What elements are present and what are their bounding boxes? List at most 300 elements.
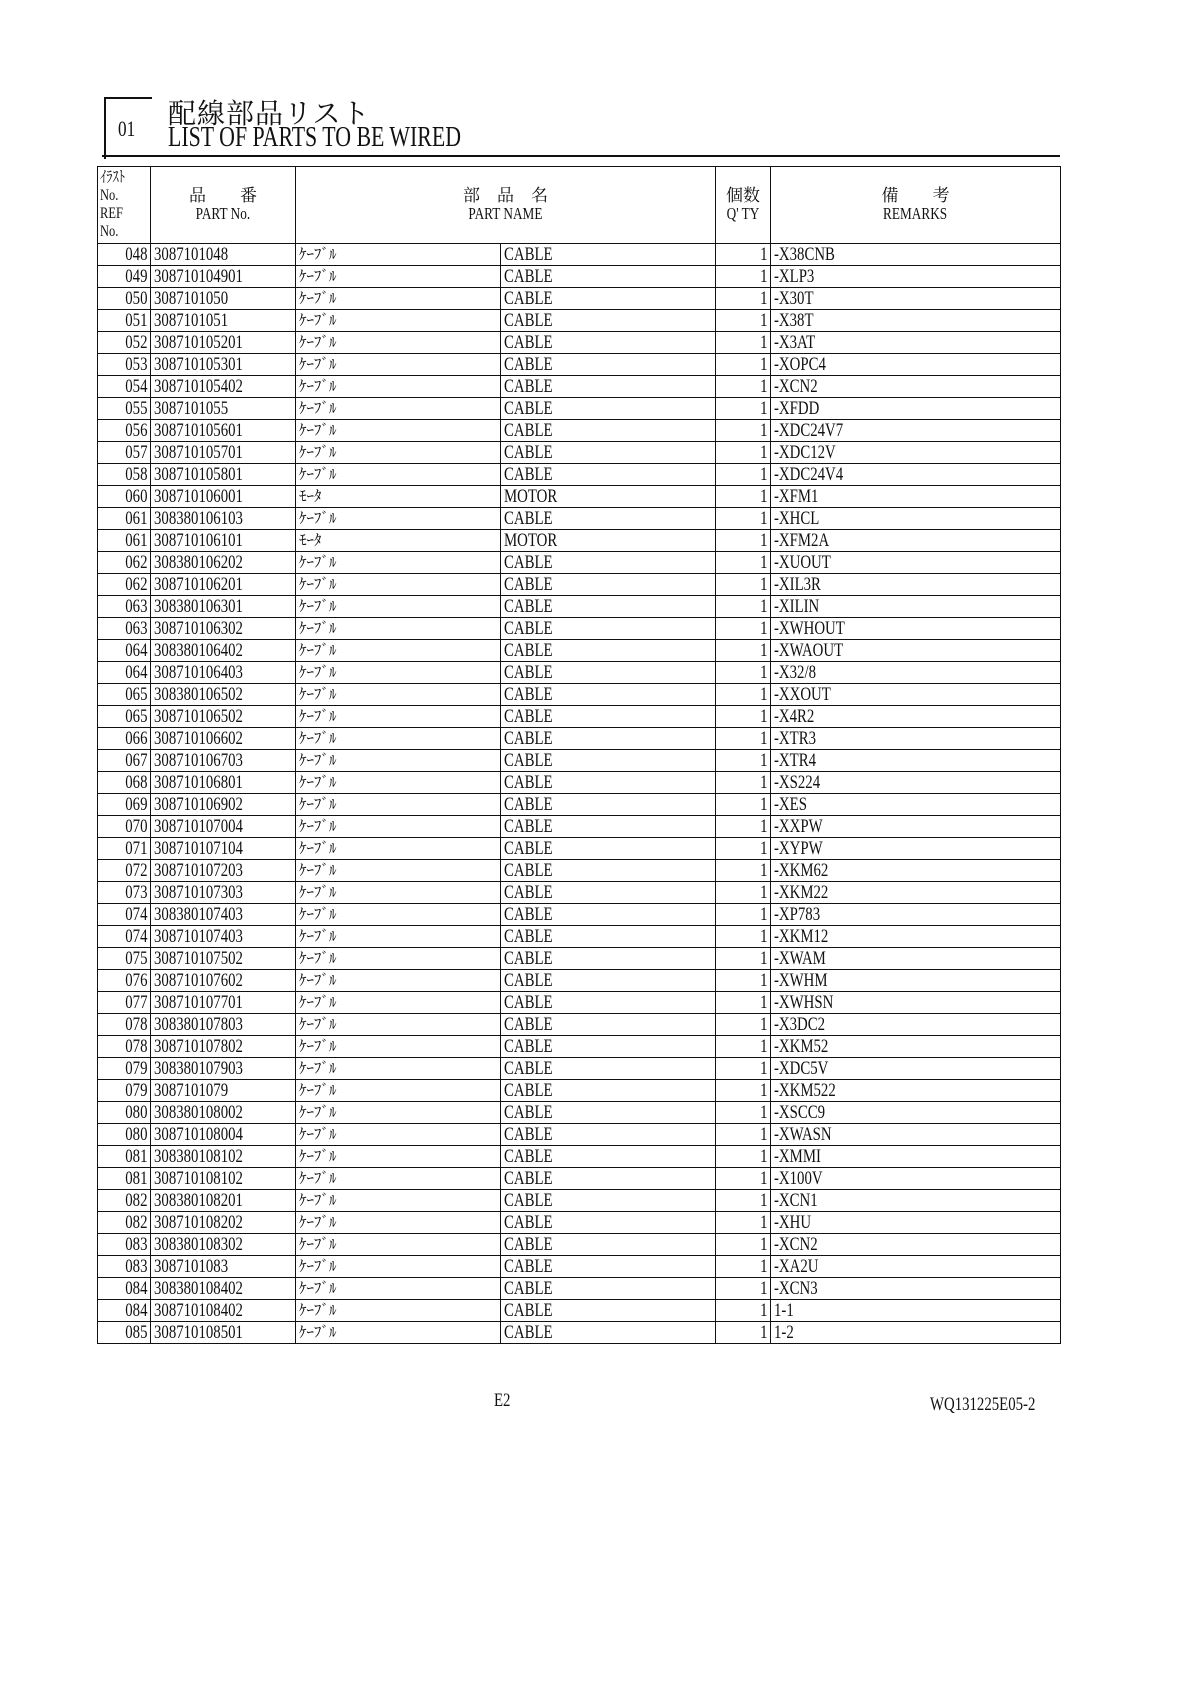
table-row bbox=[98, 1234, 1061, 1256]
cell-remarks: -X32/8 bbox=[771, 662, 1061, 684]
cell-part-name-jp: ｹｰﾌﾞﾙ bbox=[296, 728, 501, 750]
cell-ref-no: 058 bbox=[98, 464, 151, 486]
cell-qty: 1 bbox=[716, 464, 771, 486]
cell-qty: 1 bbox=[716, 662, 771, 684]
cell-ref-no: 076 bbox=[98, 970, 151, 992]
cell-ref-no: 082 bbox=[98, 1190, 151, 1212]
cell-qty: 1 bbox=[716, 596, 771, 618]
cell-part-no: 308710107303 bbox=[151, 882, 296, 904]
cell-part-no: 308710106403 bbox=[151, 662, 296, 684]
section-number: 01 bbox=[118, 116, 136, 141]
cell-part-no: 308710108402 bbox=[151, 1300, 296, 1322]
cell-part-name-jp: ｹｰﾌﾞﾙ bbox=[296, 882, 501, 904]
cell-remarks: -XKM12 bbox=[771, 926, 1061, 948]
cell-part-name-jp: ｹｰﾌﾞﾙ bbox=[296, 618, 501, 640]
cell-part-name-en: CABLE bbox=[501, 662, 716, 684]
cell-remarks: -XDC24V7 bbox=[771, 420, 1061, 442]
cell-remarks: -XUOUT bbox=[771, 552, 1061, 574]
cell-ref-no: 056 bbox=[98, 420, 151, 442]
cell-remarks: -X38T bbox=[771, 310, 1061, 332]
table-row bbox=[98, 464, 1061, 486]
cell-qty: 1 bbox=[716, 1036, 771, 1058]
cell-part-no: 308380106301 bbox=[151, 596, 296, 618]
header-qty: 個数 Q' TY bbox=[716, 167, 771, 244]
cell-remarks: -XXPW bbox=[771, 816, 1061, 838]
cell-remarks: -X3AT bbox=[771, 332, 1061, 354]
cell-part-name-en: CABLE bbox=[501, 244, 716, 266]
section-number-box bbox=[104, 97, 152, 159]
cell-ref-no: 063 bbox=[98, 618, 151, 640]
cell-qty: 1 bbox=[716, 772, 771, 794]
header-part-no: 品 番 PART No. bbox=[151, 167, 296, 244]
cell-remarks: -XKM62 bbox=[771, 860, 1061, 882]
cell-ref-no: 081 bbox=[98, 1146, 151, 1168]
cell-qty: 1 bbox=[716, 574, 771, 596]
cell-remarks: -XYPW bbox=[771, 838, 1061, 860]
cell-part-name-en: CABLE bbox=[501, 1322, 716, 1344]
cell-remarks: 1-2 bbox=[771, 1322, 1061, 1344]
cell-part-name-en: CABLE bbox=[501, 992, 716, 1014]
parts-table bbox=[97, 166, 1061, 1344]
cell-part-no: 308710108501 bbox=[151, 1322, 296, 1344]
cell-remarks: -XFM2A bbox=[771, 530, 1061, 552]
cell-part-no: 308710107104 bbox=[151, 838, 296, 860]
cell-ref-no: 080 bbox=[98, 1102, 151, 1124]
cell-ref-no: 080 bbox=[98, 1124, 151, 1146]
cell-part-no: 308710104901 bbox=[151, 266, 296, 288]
cell-part-name-en: CABLE bbox=[501, 596, 716, 618]
cell-part-name-jp: ｹｰﾌﾞﾙ bbox=[296, 354, 501, 376]
cell-part-name-en: CABLE bbox=[501, 1014, 716, 1036]
cell-remarks: -XDC12V bbox=[771, 442, 1061, 464]
cell-part-name-en: CABLE bbox=[501, 266, 716, 288]
cell-part-name-jp: ｹｰﾌﾞﾙ bbox=[296, 772, 501, 794]
cell-qty: 1 bbox=[716, 1168, 771, 1190]
table-row bbox=[98, 486, 1061, 508]
cell-part-no: 308710107602 bbox=[151, 970, 296, 992]
cell-part-name-jp: ｹｰﾌﾞﾙ bbox=[296, 332, 501, 354]
table-row bbox=[98, 860, 1061, 882]
cell-part-name-jp: ｹｰﾌﾞﾙ bbox=[296, 574, 501, 596]
cell-part-no: 308710107004 bbox=[151, 816, 296, 838]
cell-part-no: 308380107903 bbox=[151, 1058, 296, 1080]
cell-part-name-en: CABLE bbox=[501, 838, 716, 860]
cell-part-name-en: CABLE bbox=[501, 750, 716, 772]
cell-remarks: -XLP3 bbox=[771, 266, 1061, 288]
cell-remarks: -X100V bbox=[771, 1168, 1061, 1190]
table-row bbox=[98, 1058, 1061, 1080]
table-row bbox=[98, 1300, 1061, 1322]
cell-qty: 1 bbox=[716, 376, 771, 398]
cell-part-name-jp: ｹｰﾌﾞﾙ bbox=[296, 816, 501, 838]
cell-part-name-jp: ｹｰﾌﾞﾙ bbox=[296, 860, 501, 882]
cell-qty: 1 bbox=[716, 838, 771, 860]
table-row bbox=[98, 552, 1061, 574]
cell-ref-no: 066 bbox=[98, 728, 151, 750]
cell-part-name-en: CABLE bbox=[501, 310, 716, 332]
table-row bbox=[98, 794, 1061, 816]
cell-part-no: 308710108202 bbox=[151, 1212, 296, 1234]
cell-qty: 1 bbox=[716, 244, 771, 266]
cell-ref-no: 062 bbox=[98, 552, 151, 574]
cell-part-no: 3087101050 bbox=[151, 288, 296, 310]
header-ref-no: ｲﾗｽﾄ No. REF No. bbox=[98, 167, 151, 244]
cell-qty: 1 bbox=[716, 552, 771, 574]
table-row bbox=[98, 706, 1061, 728]
title-english bbox=[168, 122, 544, 154]
cell-part-name-jp: ｹｰﾌﾞﾙ bbox=[296, 1190, 501, 1212]
table-row bbox=[98, 332, 1061, 354]
cell-part-no: 308710106302 bbox=[151, 618, 296, 640]
cell-part-name-en: CABLE bbox=[501, 1124, 716, 1146]
cell-remarks: -X3DC2 bbox=[771, 1014, 1061, 1036]
cell-part-name-en: CABLE bbox=[501, 442, 716, 464]
cell-part-name-en: CABLE bbox=[501, 1234, 716, 1256]
cell-ref-no: 084 bbox=[98, 1300, 151, 1322]
cell-qty: 1 bbox=[716, 618, 771, 640]
cell-ref-no: 072 bbox=[98, 860, 151, 882]
cell-part-no: 308380108201 bbox=[151, 1190, 296, 1212]
cell-remarks: -XIL3R bbox=[771, 574, 1061, 596]
cell-part-name-jp: ｹｰﾌﾞﾙ bbox=[296, 904, 501, 926]
cell-ref-no: 079 bbox=[98, 1058, 151, 1080]
cell-part-name-en: CABLE bbox=[501, 1256, 716, 1278]
cell-qty: 1 bbox=[716, 750, 771, 772]
cell-part-no: 3087101055 bbox=[151, 398, 296, 420]
cell-remarks: -XSCC9 bbox=[771, 1102, 1061, 1124]
cell-ref-no: 061 bbox=[98, 508, 151, 530]
cell-qty: 1 bbox=[716, 640, 771, 662]
cell-part-no: 308710106201 bbox=[151, 574, 296, 596]
table-row bbox=[98, 970, 1061, 992]
cell-part-name-en: CABLE bbox=[501, 1278, 716, 1300]
cell-part-name-jp: ｹｰﾌﾞﾙ bbox=[296, 376, 501, 398]
cell-part-name-jp: ｹｰﾌﾞﾙ bbox=[296, 596, 501, 618]
cell-part-name-en: CABLE bbox=[501, 1036, 716, 1058]
cell-part-name-jp: ｹｰﾌﾞﾙ bbox=[296, 1256, 501, 1278]
cell-part-no: 3087101048 bbox=[151, 244, 296, 266]
cell-part-name-en: CABLE bbox=[501, 398, 716, 420]
title-divider bbox=[102, 155, 1060, 157]
cell-ref-no: 060 bbox=[98, 486, 151, 508]
table-row bbox=[98, 398, 1061, 420]
cell-remarks: -XP783 bbox=[771, 904, 1061, 926]
cell-part-no: 308710105402 bbox=[151, 376, 296, 398]
cell-part-no: 308380108102 bbox=[151, 1146, 296, 1168]
cell-part-no: 308710106703 bbox=[151, 750, 296, 772]
cell-ref-no: 065 bbox=[98, 706, 151, 728]
cell-part-name-en: CABLE bbox=[501, 1168, 716, 1190]
cell-qty: 1 bbox=[716, 1014, 771, 1036]
cell-part-name-en: CABLE bbox=[501, 420, 716, 442]
cell-part-name-jp: ｹｰﾌﾞﾙ bbox=[296, 838, 501, 860]
cell-qty: 1 bbox=[716, 420, 771, 442]
cell-ref-no: 078 bbox=[98, 1036, 151, 1058]
cell-ref-no: 083 bbox=[98, 1234, 151, 1256]
cell-qty: 1 bbox=[716, 728, 771, 750]
cell-part-no: 308710107502 bbox=[151, 948, 296, 970]
cell-remarks: -XKM522 bbox=[771, 1080, 1061, 1102]
cell-ref-no: 055 bbox=[98, 398, 151, 420]
cell-ref-no: 081 bbox=[98, 1168, 151, 1190]
cell-part-name-en: CABLE bbox=[501, 376, 716, 398]
cell-part-no: 308380108402 bbox=[151, 1278, 296, 1300]
cell-part-name-en: CABLE bbox=[501, 618, 716, 640]
cell-part-name-en: CABLE bbox=[501, 794, 716, 816]
cell-ref-no: 054 bbox=[98, 376, 151, 398]
cell-qty: 1 bbox=[716, 794, 771, 816]
table-row bbox=[98, 728, 1061, 750]
cell-remarks: -XS224 bbox=[771, 772, 1061, 794]
cell-part-no: 308710105601 bbox=[151, 420, 296, 442]
cell-ref-no: 071 bbox=[98, 838, 151, 860]
cell-part-name-en: CABLE bbox=[501, 574, 716, 596]
cell-ref-no: 062 bbox=[98, 574, 151, 596]
cell-part-name-jp: ｹｰﾌﾞﾙ bbox=[296, 1300, 501, 1322]
cell-qty: 1 bbox=[716, 816, 771, 838]
cell-remarks: -XXOUT bbox=[771, 684, 1061, 706]
cell-part-name-en: CABLE bbox=[501, 948, 716, 970]
table-row bbox=[98, 1014, 1061, 1036]
cell-part-name-en: CABLE bbox=[501, 970, 716, 992]
cell-part-name-jp: ｹｰﾌﾞﾙ bbox=[296, 1322, 501, 1344]
cell-part-no: 308380108002 bbox=[151, 1102, 296, 1124]
cell-part-name-jp: ｹｰﾌﾞﾙ bbox=[296, 508, 501, 530]
cell-part-no: 308710105201 bbox=[151, 332, 296, 354]
cell-qty: 1 bbox=[716, 1124, 771, 1146]
cell-part-name-jp: ｹｰﾌﾞﾙ bbox=[296, 970, 501, 992]
cell-part-no: 308710106001 bbox=[151, 486, 296, 508]
table-row bbox=[98, 1080, 1061, 1102]
table-row bbox=[98, 376, 1061, 398]
cell-qty: 1 bbox=[716, 310, 771, 332]
cell-qty: 1 bbox=[716, 706, 771, 728]
cell-remarks: -XTR4 bbox=[771, 750, 1061, 772]
table-row bbox=[98, 354, 1061, 376]
cell-ref-no: 053 bbox=[98, 354, 151, 376]
title-japanese: 配線部品リスト bbox=[168, 99, 371, 130]
cell-remarks: -XWASN bbox=[771, 1124, 1061, 1146]
cell-part-name-jp: ﾓｰﾀ bbox=[296, 486, 501, 508]
cell-remarks: -XILIN bbox=[771, 596, 1061, 618]
cell-qty: 1 bbox=[716, 442, 771, 464]
cell-qty: 1 bbox=[716, 1234, 771, 1256]
cell-part-no: 308710107701 bbox=[151, 992, 296, 1014]
table-row bbox=[98, 508, 1061, 530]
cell-qty: 1 bbox=[716, 1102, 771, 1124]
cell-ref-no: 079 bbox=[98, 1080, 151, 1102]
cell-remarks: -XFDD bbox=[771, 398, 1061, 420]
table-row bbox=[98, 926, 1061, 948]
cell-ref-no: 075 bbox=[98, 948, 151, 970]
table-row bbox=[98, 288, 1061, 310]
table-row bbox=[98, 310, 1061, 332]
table-row bbox=[98, 1168, 1061, 1190]
cell-remarks: -XWAM bbox=[771, 948, 1061, 970]
table-row bbox=[98, 596, 1061, 618]
cell-part-no: 308710108004 bbox=[151, 1124, 296, 1146]
cell-qty: 1 bbox=[716, 926, 771, 948]
cell-qty: 1 bbox=[716, 1080, 771, 1102]
cell-ref-no: 048 bbox=[98, 244, 151, 266]
cell-ref-no: 084 bbox=[98, 1278, 151, 1300]
cell-qty: 1 bbox=[716, 1212, 771, 1234]
cell-ref-no: 057 bbox=[98, 442, 151, 464]
cell-part-name-en: CABLE bbox=[501, 640, 716, 662]
cell-ref-no: 085 bbox=[98, 1322, 151, 1344]
cell-qty: 1 bbox=[716, 1256, 771, 1278]
table-row bbox=[98, 1146, 1061, 1168]
cell-remarks: -XCN1 bbox=[771, 1190, 1061, 1212]
cell-part-name-en: CABLE bbox=[501, 1102, 716, 1124]
cell-part-name-jp: ｹｰﾌﾞﾙ bbox=[296, 1014, 501, 1036]
cell-ref-no: 065 bbox=[98, 684, 151, 706]
cell-part-name-jp: ｹｰﾌﾞﾙ bbox=[296, 266, 501, 288]
cell-qty: 1 bbox=[716, 354, 771, 376]
cell-ref-no: 061 bbox=[98, 530, 151, 552]
cell-remarks: -XCN2 bbox=[771, 1234, 1061, 1256]
cell-part-name-jp: ｹｰﾌﾞﾙ bbox=[296, 1212, 501, 1234]
cell-qty: 1 bbox=[716, 398, 771, 420]
cell-remarks: -XKM22 bbox=[771, 882, 1061, 904]
table-row bbox=[98, 992, 1061, 1014]
table-header-row bbox=[98, 167, 1061, 244]
cell-part-no: 308380106402 bbox=[151, 640, 296, 662]
cell-qty: 1 bbox=[716, 948, 771, 970]
table-row bbox=[98, 750, 1061, 772]
cell-qty: 1 bbox=[716, 508, 771, 530]
table-row bbox=[98, 1322, 1061, 1344]
title-english-text: LIST OF PARTS TO BE WIRED bbox=[168, 122, 461, 153]
table-row bbox=[98, 1124, 1061, 1146]
cell-ref-no: 067 bbox=[98, 750, 151, 772]
cell-qty: 1 bbox=[716, 1190, 771, 1212]
cell-remarks: -XWAOUT bbox=[771, 640, 1061, 662]
cell-part-name-en: CABLE bbox=[501, 288, 716, 310]
cell-ref-no: 064 bbox=[98, 662, 151, 684]
table-row bbox=[98, 1036, 1061, 1058]
cell-part-name-en: CABLE bbox=[501, 728, 716, 750]
cell-part-name-en: CABLE bbox=[501, 354, 716, 376]
cell-remarks: -XES bbox=[771, 794, 1061, 816]
table-row bbox=[98, 816, 1061, 838]
cell-part-name-en: CABLE bbox=[501, 1058, 716, 1080]
table-row bbox=[98, 244, 1061, 266]
cell-qty: 1 bbox=[716, 882, 771, 904]
cell-ref-no: 073 bbox=[98, 882, 151, 904]
cell-qty: 1 bbox=[716, 860, 771, 882]
table-row bbox=[98, 442, 1061, 464]
cell-part-no: 308380108302 bbox=[151, 1234, 296, 1256]
cell-part-name-jp: ｹｰﾌﾞﾙ bbox=[296, 244, 501, 266]
cell-part-name-en: CABLE bbox=[501, 1080, 716, 1102]
table-row bbox=[98, 1190, 1061, 1212]
cell-qty: 1 bbox=[716, 288, 771, 310]
cell-part-name-jp: ｹｰﾌﾞﾙ bbox=[296, 706, 501, 728]
table-row bbox=[98, 618, 1061, 640]
cell-remarks: -XDC5V bbox=[771, 1058, 1061, 1080]
cell-ref-no: 064 bbox=[98, 640, 151, 662]
cell-part-no: 308710105701 bbox=[151, 442, 296, 464]
cell-part-name-jp: ｹｰﾌﾞﾙ bbox=[296, 1124, 501, 1146]
cell-part-name-en: CABLE bbox=[501, 926, 716, 948]
cell-remarks: -XFM1 bbox=[771, 486, 1061, 508]
cell-qty: 1 bbox=[716, 486, 771, 508]
header-remarks: 備 考 REMARKS bbox=[771, 167, 1061, 244]
table-row bbox=[98, 948, 1061, 970]
table-row bbox=[98, 904, 1061, 926]
table-row bbox=[98, 1278, 1061, 1300]
table-row bbox=[98, 530, 1061, 552]
cell-qty: 1 bbox=[716, 1300, 771, 1322]
cell-remarks: -X38CNB bbox=[771, 244, 1061, 266]
cell-part-name-en: CABLE bbox=[501, 1190, 716, 1212]
cell-part-name-jp: ｹｰﾌﾞﾙ bbox=[296, 398, 501, 420]
cell-qty: 1 bbox=[716, 266, 771, 288]
cell-ref-no: 082 bbox=[98, 1212, 151, 1234]
cell-remarks: -XA2U bbox=[771, 1256, 1061, 1278]
cell-part-name-jp: ｹｰﾌﾞﾙ bbox=[296, 552, 501, 574]
table-row bbox=[98, 266, 1061, 288]
cell-part-no: 308710107203 bbox=[151, 860, 296, 882]
cell-qty: 1 bbox=[716, 1322, 771, 1344]
cell-part-no: 3087101083 bbox=[151, 1256, 296, 1278]
cell-ref-no: 083 bbox=[98, 1256, 151, 1278]
cell-remarks: -XHCL bbox=[771, 508, 1061, 530]
cell-part-no: 308710105801 bbox=[151, 464, 296, 486]
table-row bbox=[98, 838, 1061, 860]
table-row bbox=[98, 772, 1061, 794]
cell-part-name-en: CABLE bbox=[501, 552, 716, 574]
cell-part-name-en: CABLE bbox=[501, 464, 716, 486]
cell-part-name-jp: ｹｰﾌﾞﾙ bbox=[296, 640, 501, 662]
cell-ref-no: 070 bbox=[98, 816, 151, 838]
cell-remarks: -XTR3 bbox=[771, 728, 1061, 750]
cell-ref-no: 074 bbox=[98, 904, 151, 926]
cell-part-name-en: CABLE bbox=[501, 816, 716, 838]
cell-part-no: 308380106502 bbox=[151, 684, 296, 706]
page-number: E2 bbox=[494, 1390, 511, 1411]
cell-part-name-jp: ｹｰﾌﾞﾙ bbox=[296, 948, 501, 970]
cell-qty: 1 bbox=[716, 992, 771, 1014]
cell-part-no: 308710106902 bbox=[151, 794, 296, 816]
document-id: WQ131225E05-2 bbox=[930, 1394, 1036, 1415]
table-row bbox=[98, 882, 1061, 904]
cell-part-name-en: CABLE bbox=[501, 1300, 716, 1322]
cell-part-name-en: CABLE bbox=[501, 772, 716, 794]
cell-part-name-en: CABLE bbox=[501, 706, 716, 728]
header-part-name: 部 品 名 PART NAME bbox=[296, 167, 716, 244]
cell-part-no: 308380107403 bbox=[151, 904, 296, 926]
cell-part-name-en: CABLE bbox=[501, 1146, 716, 1168]
cell-ref-no: 051 bbox=[98, 310, 151, 332]
cell-part-name-jp: ｹｰﾌﾞﾙ bbox=[296, 442, 501, 464]
cell-part-no: 3087101079 bbox=[151, 1080, 296, 1102]
cell-part-no: 308380106202 bbox=[151, 552, 296, 574]
cell-ref-no: 063 bbox=[98, 596, 151, 618]
cell-ref-no: 077 bbox=[98, 992, 151, 1014]
cell-part-no: 308380106103 bbox=[151, 508, 296, 530]
cell-part-name-en: MOTOR bbox=[501, 530, 716, 552]
cell-part-no: 308710107802 bbox=[151, 1036, 296, 1058]
cell-ref-no: 049 bbox=[98, 266, 151, 288]
cell-ref-no: 078 bbox=[98, 1014, 151, 1036]
cell-part-name-en: MOTOR bbox=[501, 486, 716, 508]
cell-remarks: -XWHSN bbox=[771, 992, 1061, 1014]
cell-part-name-en: CABLE bbox=[501, 904, 716, 926]
table-row bbox=[98, 1212, 1061, 1234]
cell-part-no: 308710106101 bbox=[151, 530, 296, 552]
